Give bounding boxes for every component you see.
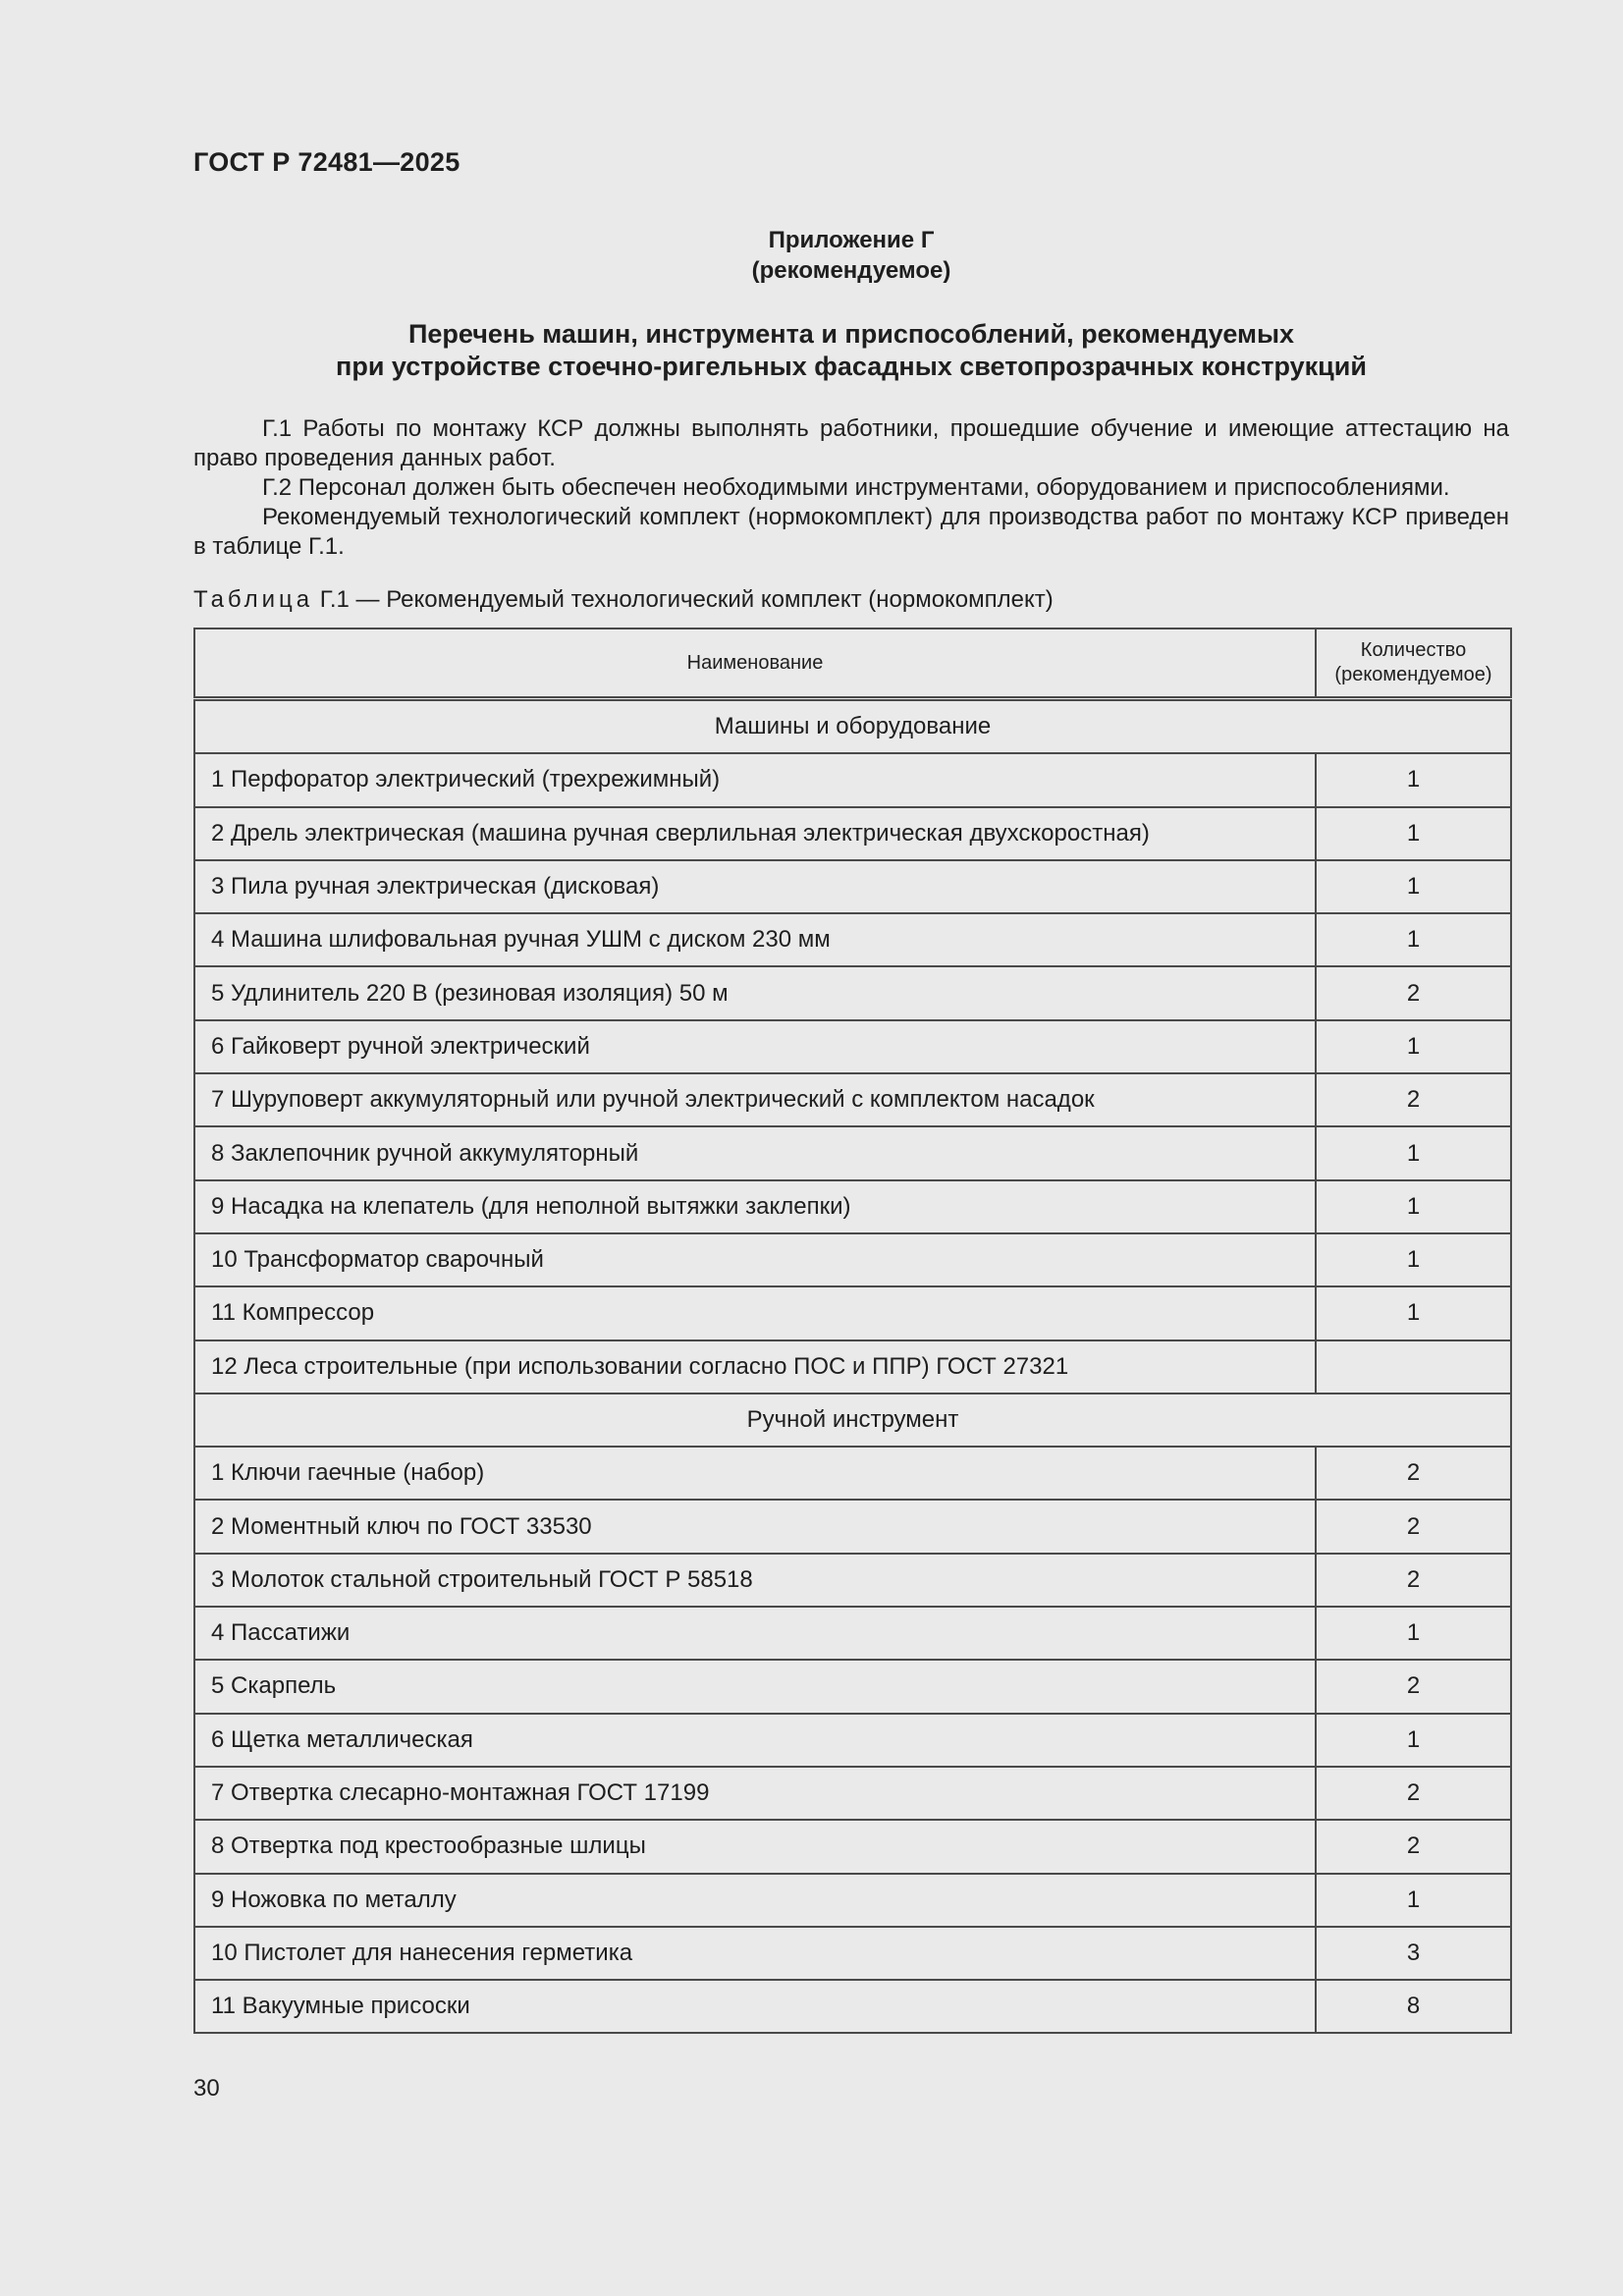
item-name: 6 Щетка металлическая [194,1714,1316,1767]
item-name: 10 Трансформатор сварочный [194,1233,1316,1286]
item-name: 3 Молоток стальной строительный ГОСТ Р 58518 [194,1554,1316,1607]
item-name: 1 Ключи гаечные (набор) [194,1447,1316,1500]
item-qty: 1 [1316,1607,1511,1660]
item-name: 11 Компрессор [194,1286,1316,1339]
header-qty [1316,629,1511,699]
item-name: 4 Пассатижи [194,1607,1316,1660]
item-qty: 2 [1316,1554,1511,1607]
item-name: 8 Отвертка под крестообразные шлицы [194,1820,1316,1873]
document-code: ГОСТ Р 72481—2025 [193,147,460,177]
item-qty: 2 [1316,1500,1511,1553]
paragraph-kit: Рекомендуемый технологический комплект (нормокомплект) для производства работ по монтажу КСР приведен в таблице Г.1. [193,504,1509,560]
item-qty: 1 [1316,1020,1511,1073]
section-row [194,1394,1511,1447]
item-qty: 1 [1316,1714,1511,1767]
equipment-table [193,628,1512,2034]
item-qty: 1 [1316,1180,1511,1233]
item-qty: 1 [1316,860,1511,913]
table-row [194,807,1511,860]
table-row [194,966,1511,1019]
item-qty: 2 [1316,1073,1511,1126]
item-name: 5 Удлинитель 220 В (резиновая изоляция) 50 м [194,966,1316,1019]
table-row [194,1554,1511,1607]
item-name: 9 Ножовка по металлу [194,1874,1316,1927]
table-row [194,860,1511,913]
item-qty: 3 [1316,1927,1511,1980]
item-name: 5 Скарпель [194,1660,1316,1713]
item-name: 7 Шуруповерт аккумуляторный или ручной электрический с комплектом насадок [194,1073,1316,1126]
item-name: 6 Гайковерт ручной электрический [194,1020,1316,1073]
item-name: 8 Заклепочник ручной аккумуляторный [194,1126,1316,1179]
item-qty [1316,1340,1511,1394]
item-name: 4 Машина шлифовальная ручная УШМ с диском 230 мм [194,913,1316,966]
item-name: 2 Моментный ключ по ГОСТ 33530 [194,1500,1316,1553]
table-header-row [194,629,1511,699]
item-qty: 2 [1316,1820,1511,1873]
table-row [194,1767,1511,1820]
table-row [194,1286,1511,1339]
table-row [194,1500,1511,1553]
heading-line-2: при устройстве стоечно-ригельных фасадных светопрозрачных конструкций [336,352,1367,381]
item-qty: 2 [1316,1660,1511,1713]
table-row [194,1020,1511,1073]
header-name-label: Наименование [686,651,824,674]
table-body [194,699,1511,2034]
item-qty: 8 [1316,1980,1511,2033]
table-row [194,1927,1511,1980]
table-row [194,1607,1511,1660]
paragraph-g1: Г.1 Работы по монтажу КСР должны выполнять работники, прошедшие обучение и имеющие аттестацию на право проведения данных работ. [193,415,1509,471]
table-row [194,1073,1511,1126]
appendix-title: Приложение Г [768,227,935,253]
item-name: 10 Пистолет для нанесения герметика [194,1927,1316,1980]
body-text [193,414,1509,562]
appendix-title-block [193,225,1509,286]
table-row [194,1180,1511,1233]
table-row [194,753,1511,806]
table-row [194,1126,1511,1179]
table-row [194,1660,1511,1713]
item-qty: 2 [1316,966,1511,1019]
item-qty: 1 [1316,1286,1511,1339]
table-row [194,1447,1511,1500]
item-qty: 1 [1316,1233,1511,1286]
table-row [194,1714,1511,1767]
heading-line-1: Перечень машин, инструмента и приспособлений, рекомендуемых [407,319,1295,349]
item-qty: 2 [1316,1447,1511,1500]
item-qty: 1 [1316,753,1511,806]
table-caption-label: Таблица [193,586,314,613]
table-caption-text: Г.1 — Рекомендуемый технологический комплект (нормокомплект) [313,586,1054,613]
section-title: Ручной инструмент [194,1394,1511,1447]
table-row [194,1874,1511,1927]
table-row [194,1233,1511,1286]
header-qty-line-1: Количество [1360,639,1467,661]
item-name: 9 Насадка на клепатель (для неполной вытяжки заклепки) [194,1180,1316,1233]
table-row [194,913,1511,966]
header-qty-line-2: (рекомендуемое) [1334,664,1492,685]
item-name: 11 Вакуумные присоски [194,1980,1316,2033]
item-qty: 2 [1316,1767,1511,1820]
item-qty: 1 [1316,807,1511,860]
item-name: 1 Перфоратор электрический (трехрежимный) [194,753,1316,806]
equipment-table-wrap [193,628,1510,2034]
paragraph-g2: Г.2 Персонал должен быть обеспечен необходимыми инструментами, оборудованием и приспособлениями. [262,474,1450,501]
section-heading [193,318,1509,383]
table-row [194,1980,1511,2033]
section-row [194,699,1511,754]
table-caption [193,586,1054,614]
item-name: 3 Пила ручная электрическая (дисковая) [194,860,1316,913]
header-name [194,629,1316,699]
section-title: Машины и оборудование [194,699,1511,754]
item-name: 12 Леса строительные (при использовании согласно ПОС и ППР) ГОСТ 27321 [194,1340,1316,1394]
table-row [194,1820,1511,1873]
item-qty: 1 [1316,1126,1511,1179]
appendix-status: (рекомендуемое) [751,257,951,284]
table-row [194,1340,1511,1394]
item-name: 7 Отвертка слесарно-монтажная ГОСТ 17199 [194,1767,1316,1820]
item-qty: 1 [1316,913,1511,966]
item-qty: 1 [1316,1874,1511,1927]
page-number: 30 [193,2075,220,2102]
item-name: 2 Дрель электрическая (машина ручная сверлильная электрическая двухскоростная) [194,807,1316,860]
